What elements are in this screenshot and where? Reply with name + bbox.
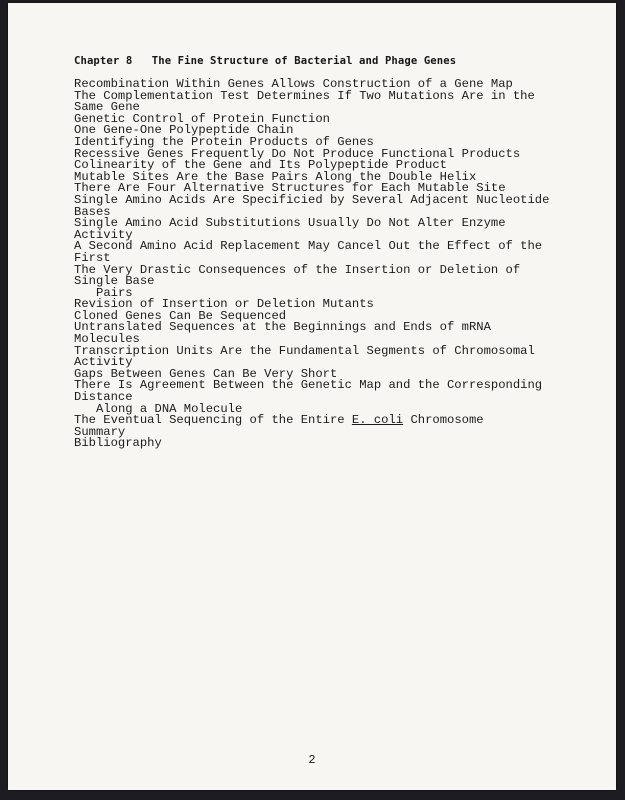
- chapter-heading: [74, 55, 456, 67]
- document-page: [8, 3, 616, 790]
- page-number: 2: [308, 753, 316, 767]
- toc-line: Activity: [74, 355, 133, 370]
- toc-line: Untranslated Sequences at the Beginnings and Ends of mRNA: [74, 320, 491, 335]
- toc-line: First: [74, 250, 111, 265]
- toc-line: Molecules: [74, 332, 140, 347]
- toc-line: Same Gene: [74, 100, 140, 115]
- toc-line: Colinearity of the Gene and Its Polypeptide Product: [74, 158, 447, 173]
- toc-line: Revision of Insertion or Deletion Mutants: [74, 297, 374, 312]
- toc-line: A Second Amino Acid Replacement May Cancel Out the Effect of the: [74, 239, 543, 254]
- toc-line: Cloned Genes Can Be Sequenced: [74, 308, 287, 323]
- toc-line: The Complementation Test Determines If Two Mutations Are in the: [74, 88, 535, 103]
- toc-line-bibliography: Bibliography: [74, 436, 162, 451]
- toc-line: One Gene-One Polypeptide Chain: [74, 123, 294, 138]
- toc-line: There Are Four Alternative Structures for Each Mutable Site: [74, 181, 506, 196]
- chapter-title: The Fine Structure of Bacterial and Phage Genes: [151, 55, 457, 67]
- ecoli-line-suffix: Chromosome: [403, 413, 484, 428]
- toc-line: Recessive Genes Frequently Do Not Produce Functional Products: [74, 146, 521, 161]
- table-of-contents: [74, 79, 549, 450]
- ecoli-underlined-term: E. coli: [351, 413, 404, 428]
- toc-line-summary: Summary: [74, 424, 126, 439]
- toc-line-indented: Along a DNA Molecule: [96, 401, 243, 416]
- toc-line: Identifying the Protein Products of Genes: [74, 134, 374, 149]
- toc-line: Activity: [74, 227, 133, 242]
- toc-line: Mutable Sites Are the Base Pairs Along the Double Helix: [74, 169, 477, 184]
- toc-line: Single Base: [74, 274, 155, 289]
- toc-line: Genetic Control of Protein Function: [74, 111, 330, 126]
- toc-line: The Very Drastic Consequences of the Insertion or Deletion of: [74, 262, 521, 277]
- toc-line: Transcription Units Are the Fundamental Segments of Chromosomal: [74, 343, 535, 358]
- toc-line: There Is Agreement Between the Genetic Map and the Corresponding: [74, 378, 543, 393]
- toc-line: Bases: [74, 204, 111, 219]
- toc-line-ecoli: [74, 415, 549, 427]
- toc-line: Gaps Between Genes Can Be Very Short: [74, 366, 338, 381]
- chapter-label: Chapter 8: [74, 55, 133, 67]
- toc-line: Recombination Within Genes Allows Construction of a Gene Map: [74, 77, 513, 91]
- toc-line: Single Amino Acids Are Specificied by Several Adjacent Nucleotide: [74, 192, 550, 207]
- toc-line: Distance: [74, 390, 133, 405]
- ecoli-line-prefix: The Eventual Sequencing of the Entire: [74, 413, 352, 428]
- toc-line: Single Amino Acid Substitutions Usually Do Not Alter Enzyme: [74, 216, 506, 231]
- toc-line-indented: Pairs: [96, 285, 133, 300]
